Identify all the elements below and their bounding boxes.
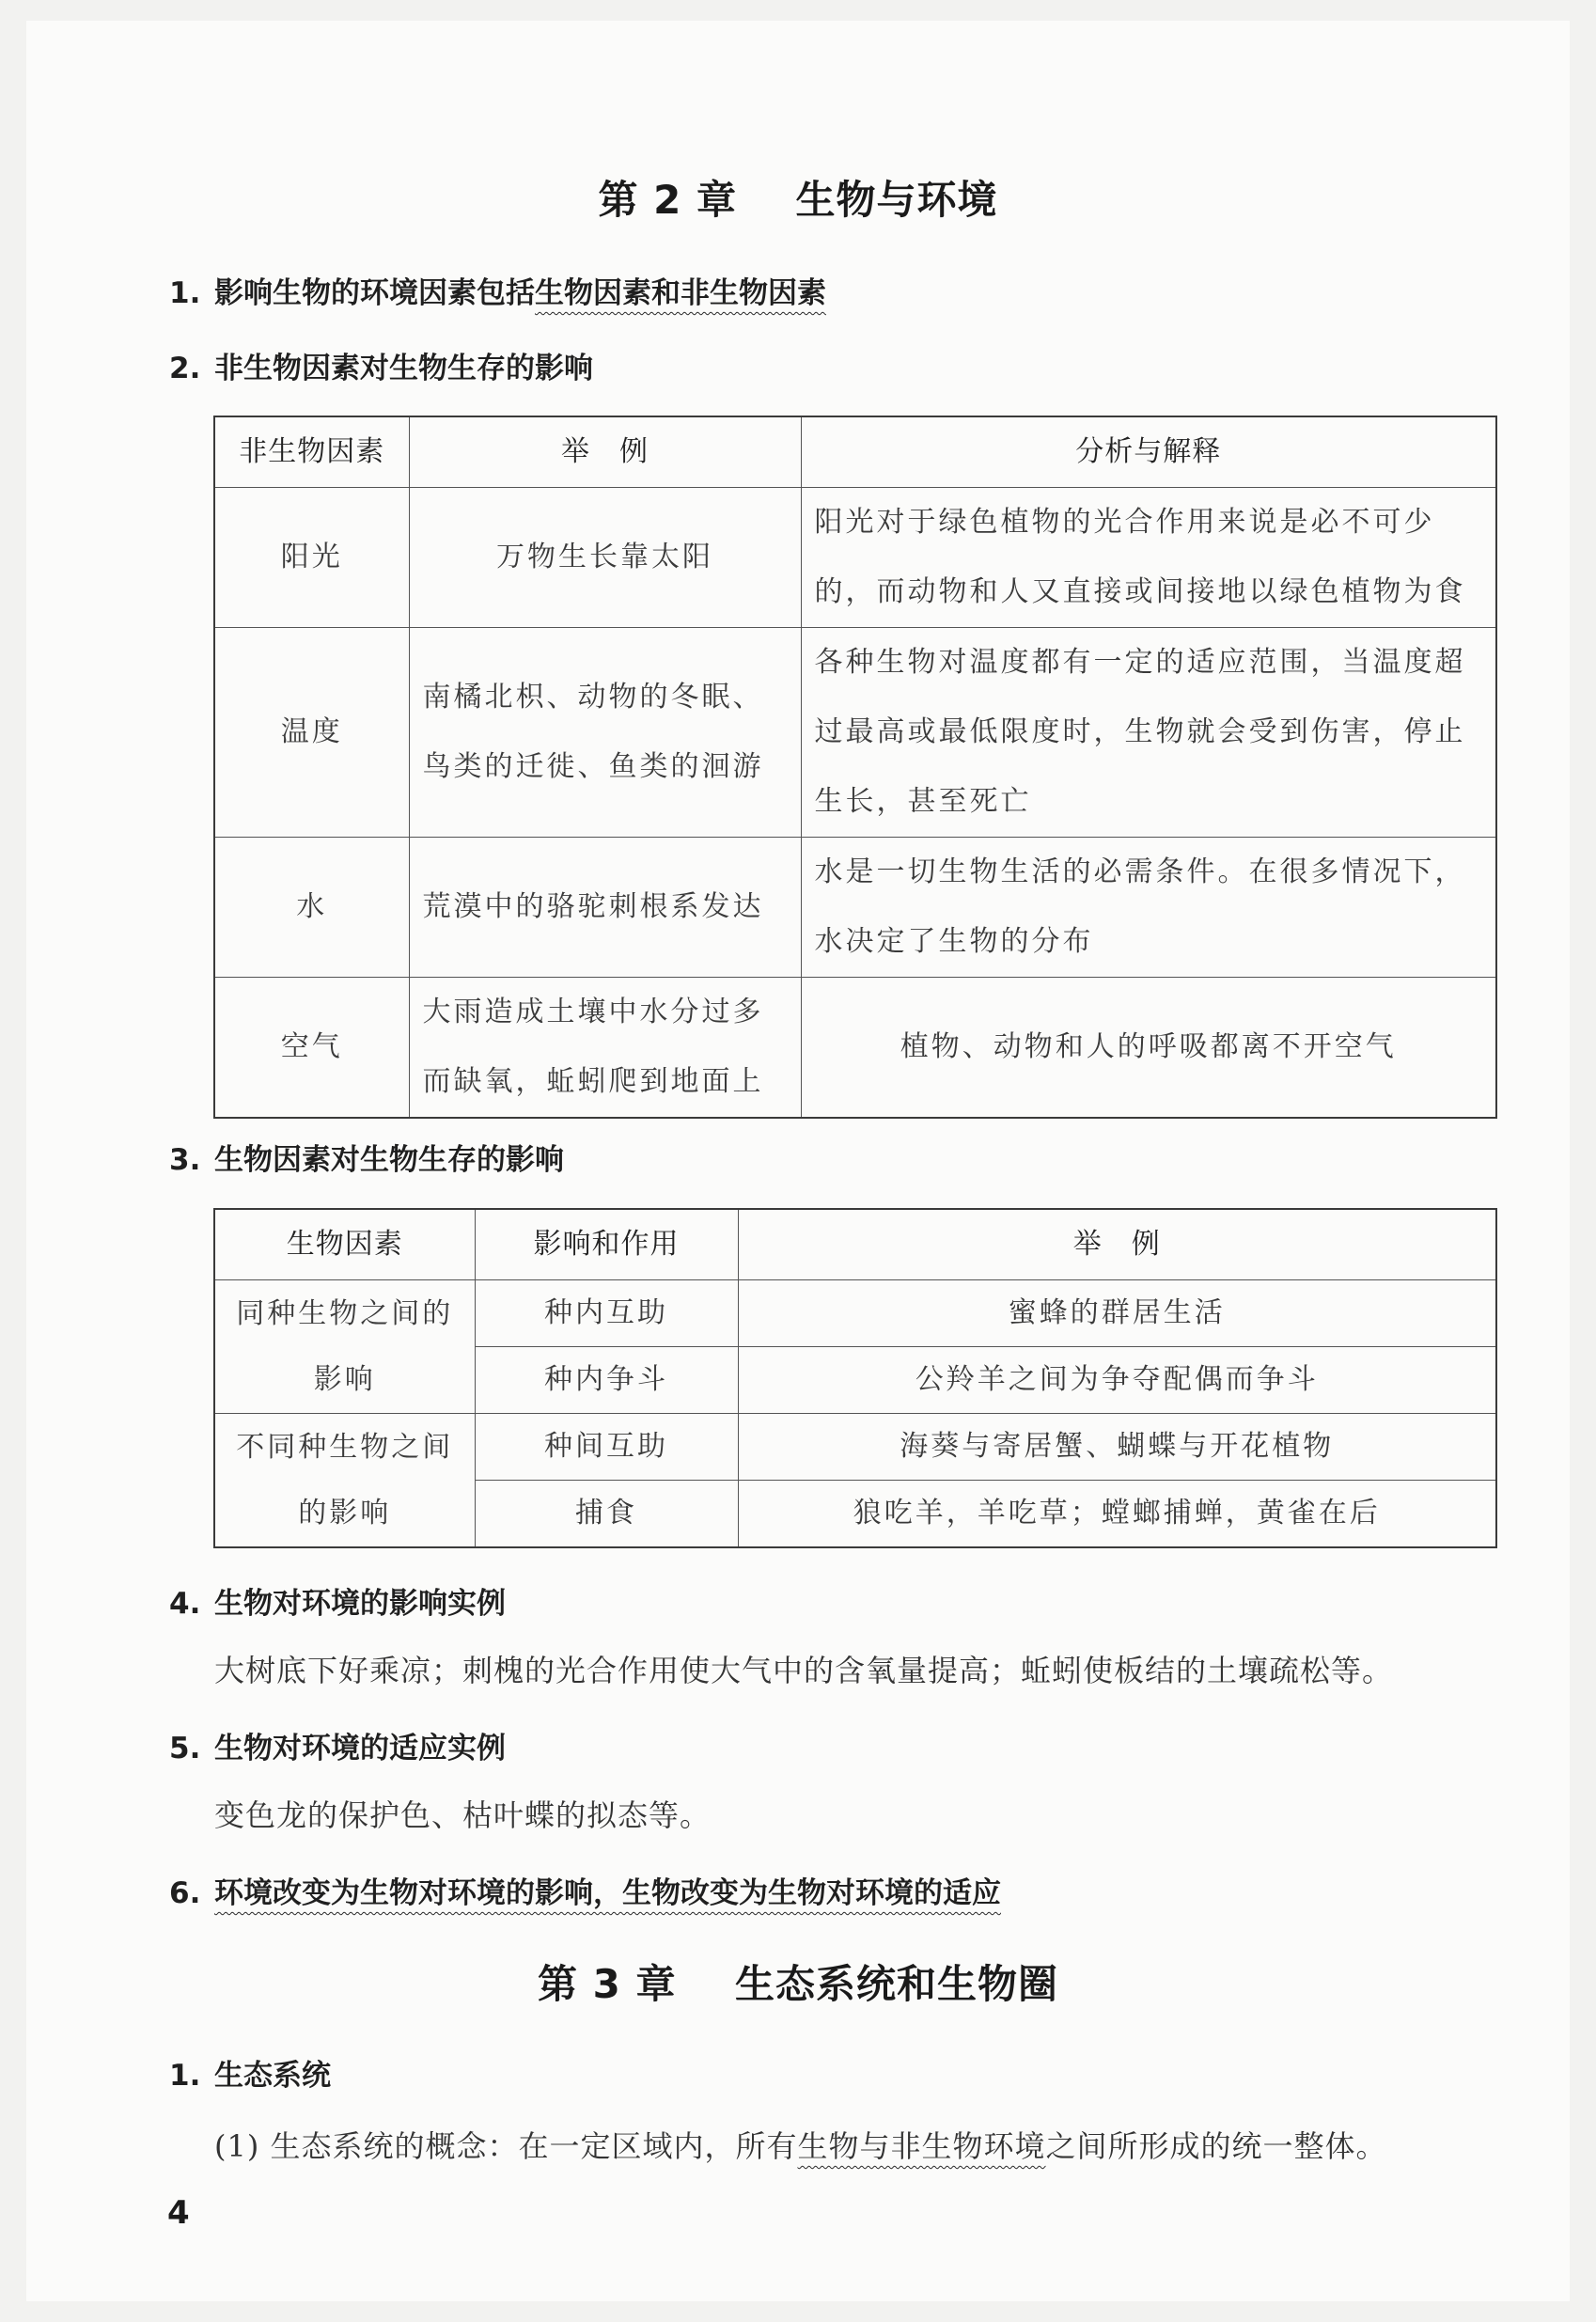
ch2-item6-text: 环境改变为生物对环境的影响，生物改变为生物对环境的适应: [214, 1876, 1001, 1910]
analysis-cell: 水是一切生物生活的必需条件。在很多情况下，水决定了生物的分布: [801, 838, 1496, 978]
page-number: 4: [167, 2194, 190, 2232]
header-factor: 非生物因素: [214, 416, 409, 488]
factor-cell: 温度: [214, 628, 409, 838]
ch2-item6-heading: [169, 1869, 1001, 1911]
table-row: [214, 1280, 1496, 1347]
ch2-item5-heading: [169, 1724, 506, 1766]
item-number: 6.: [169, 1876, 201, 1910]
table-row: [214, 628, 1496, 838]
ch3-sub1: [214, 2123, 1387, 2166]
example-cell: 万物生长靠太阳: [409, 488, 801, 628]
header-example: 举 例: [738, 1209, 1496, 1280]
item-number: 1.: [169, 2059, 201, 2093]
ch2-item3-heading: [169, 1136, 564, 1178]
analysis-cell: 植物、动物和人的呼吸都离不开空气: [801, 978, 1496, 1119]
item-number: 1.: [169, 276, 201, 310]
ch2-item4-body: 大树底下好乘凉；刺槐的光合作用使大气中的含氧量提高；蚯蚓使板结的土壤疏松等。: [214, 1653, 1394, 1688]
analysis-cell: 阳光对于绿色植物的光合作用来说是必不可少的，而动物和人又直接或间接地以绿色植物为食: [801, 488, 1496, 628]
ch2-item5-body: 变色龙的保护色、枯叶蝶的拟态等。: [214, 1797, 712, 1833]
ch3-sub1-tail: 之间所形成的统一整体。: [1045, 2128, 1387, 2164]
header-analysis: 分析与解释: [801, 416, 1496, 488]
chapter-3-title: 第 3 章 生态系统和生物圈: [538, 1961, 1058, 2007]
ch2-item1-heading: [169, 269, 826, 311]
example-cell: 海葵与寄居蟹、蝴蝶与开花植物: [738, 1414, 1496, 1481]
factor-cell: 同种生物之间的影响: [214, 1280, 475, 1414]
example-cell: 荒漠中的骆驼刺根系发达: [409, 838, 801, 978]
ch3-sub1-emphasis: 生物与非生物环境: [797, 2128, 1046, 2164]
factor-cell: 不同种生物之间的影响: [214, 1414, 475, 1548]
ch2-item2-heading: [169, 344, 593, 386]
ch2-item3-text: 生物因素对生物生存的影响: [214, 1143, 564, 1177]
factor-cell: 空气: [214, 978, 409, 1119]
header-example: 举 例: [409, 416, 801, 488]
table-header-row: [214, 1209, 1496, 1280]
effect-cell: 捕食: [475, 1481, 738, 1548]
ch2-item1-text: 影响生物的环境因素包括: [214, 276, 535, 310]
factor-cell: 阳光: [214, 488, 409, 628]
ch3-item1-heading: [169, 2051, 331, 2094]
example-cell: 南橘北枳、动物的冬眠、鸟类的迁徙、鱼类的洄游: [409, 628, 801, 838]
item-number: 2.: [169, 352, 201, 385]
biotic-factors-table: [213, 1208, 1497, 1548]
analysis-cell: 各种生物对温度都有一定的适应范围，当温度超过最高或最低限度时，生物就会受到伤害，停止生长，甚至死亡: [801, 628, 1496, 838]
effect-cell: 种内争斗: [475, 1347, 738, 1414]
example-cell: 蜜蜂的群居生活: [738, 1280, 1496, 1347]
table-header-row: [214, 416, 1496, 488]
abiotic-factors-table: [213, 416, 1497, 1119]
ch2-item5-text: 生物对环境的适应实例: [214, 1732, 506, 1765]
ch3-sub1-text: (1) 生态系统的概念：在一定区域内，所有: [214, 2128, 798, 2164]
item-number: 4.: [169, 1587, 201, 1621]
ch2-item4-text: 生物对环境的影响实例: [214, 1587, 506, 1621]
effect-cell: 种间互助: [475, 1414, 738, 1481]
example-cell: 大雨造成土壤中水分过多而缺氧，蚯蚓爬到地面上: [409, 978, 801, 1119]
table-row: [214, 978, 1496, 1119]
effect-cell: 种内互助: [475, 1280, 738, 1347]
header-factor: 生物因素: [214, 1209, 475, 1280]
table-row: [214, 838, 1496, 978]
ch2-item4-heading: [169, 1579, 506, 1622]
factor-cell: 水: [214, 838, 409, 978]
item-number: 3.: [169, 1143, 201, 1177]
table-row: [214, 1414, 1496, 1481]
ch2-item2-text: 非生物因素对生物生存的影响: [214, 352, 593, 385]
example-cell: 狼吃羊，羊吃草；螳螂捕蝉，黄雀在后: [738, 1481, 1496, 1548]
chapter-2-title: 第 2 章 生物与环境: [598, 177, 998, 223]
table-row: [214, 488, 1496, 628]
ch2-item1-emphasis: 生物因素和非生物因素: [535, 276, 826, 310]
item-number: 5.: [169, 1732, 201, 1765]
example-cell: 公羚羊之间为争夺配偶而争斗: [738, 1347, 1496, 1414]
header-effect: 影响和作用: [475, 1209, 738, 1280]
ch3-item1-text: 生态系统: [214, 2059, 331, 2093]
